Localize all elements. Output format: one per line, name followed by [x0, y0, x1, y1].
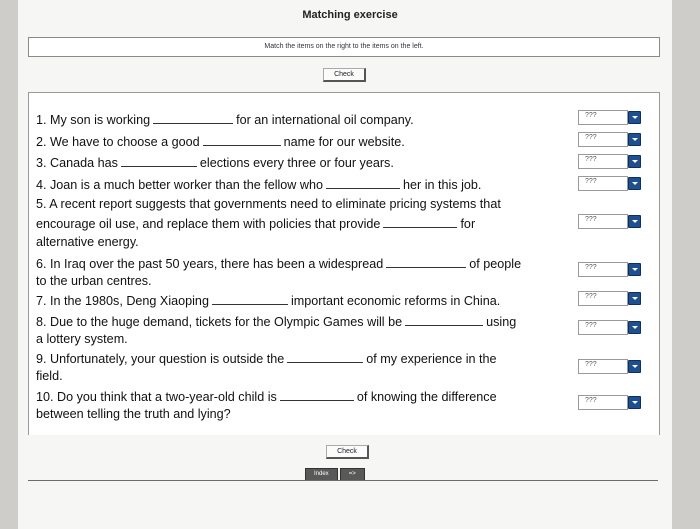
question-3: 3. Canada has elections every three or four years.	[36, 156, 394, 170]
question-5: 5. A recent report suggests that governments need to eliminate pricing systems that	[36, 197, 501, 211]
answer-dropdown-3[interactable]	[578, 154, 628, 169]
question-7: 7. In the 1980s, Deng Xiaoping important economic reforms in China.	[36, 294, 501, 308]
blank-4	[326, 177, 400, 189]
answer-dropdown-10[interactable]	[578, 395, 628, 410]
question-10: 10. Do you think that a two-year-old child is of knowing the difference	[36, 390, 497, 404]
question-8-line-2: a lottery system.	[36, 332, 128, 346]
check-button-bottom[interactable]: Check	[326, 445, 369, 459]
blank-3	[121, 155, 197, 167]
question-9-line-2: field.	[36, 369, 63, 383]
blank-10	[280, 389, 354, 401]
instructions-text: Match the items on the right to the items on the left.	[264, 43, 424, 50]
footer-nav	[305, 468, 365, 480]
chevron-down-icon[interactable]	[628, 396, 641, 409]
chevron-down-icon[interactable]	[628, 263, 641, 276]
answer-dropdown-2[interactable]	[578, 132, 628, 147]
question-4: 4. Joan is a much better worker than the fellow who her in this job.	[36, 178, 482, 192]
question-5-line-2: encourage oil use, and replace them with policies that provide for	[36, 217, 476, 231]
page-title: Matching exercise	[302, 9, 398, 21]
dropdown-value: ???	[585, 397, 597, 404]
chevron-down-icon[interactable]	[628, 133, 641, 146]
question-2: 2. We have to choose a good name for our website.	[36, 135, 405, 149]
answer-dropdown-4[interactable]	[578, 176, 628, 191]
answer-dropdown-7[interactable]	[578, 291, 628, 306]
answer-dropdown-9[interactable]	[578, 359, 628, 374]
chevron-down-icon[interactable]	[628, 360, 641, 373]
answer-dropdown-6[interactable]	[578, 262, 628, 277]
blank-9	[287, 351, 363, 363]
dropdown-value: ???	[585, 112, 597, 119]
dropdown-value: ???	[585, 322, 597, 329]
answer-dropdown-8[interactable]	[578, 320, 628, 335]
instructions-box	[28, 37, 660, 57]
chevron-down-icon[interactable]	[628, 177, 641, 190]
footer-divider	[28, 480, 658, 481]
blank-5	[383, 216, 457, 228]
chevron-down-icon[interactable]	[628, 155, 641, 168]
question-5-line-3: alternative energy.	[36, 235, 139, 249]
index-button[interactable]: Index	[305, 468, 338, 481]
chevron-down-icon[interactable]	[628, 111, 641, 124]
blank-8	[405, 314, 483, 326]
question-1: 1. My son is working for an international oil company.	[36, 113, 414, 127]
check-button-top[interactable]: Check	[323, 68, 366, 82]
question-10-line-2: between telling the truth and lying?	[36, 407, 231, 421]
dropdown-value: ???	[585, 293, 597, 300]
dropdown-value: ???	[585, 134, 597, 141]
answer-dropdown-1[interactable]	[578, 110, 628, 125]
chevron-down-icon[interactable]	[628, 321, 641, 334]
blank-6	[386, 256, 466, 268]
dropdown-value: ???	[585, 156, 597, 163]
question-6-line-2: to the urban centres.	[36, 274, 152, 288]
blank-2	[203, 134, 281, 146]
dropdown-value: ???	[585, 216, 597, 223]
answer-dropdown-5[interactable]	[578, 214, 628, 229]
question-9: 9. Unfortunately, your question is outside the of my experience in the	[36, 352, 497, 366]
dropdown-value: ???	[585, 178, 597, 185]
blank-7	[212, 293, 288, 305]
chevron-down-icon[interactable]	[628, 215, 641, 228]
next-button[interactable]: =>	[340, 468, 365, 481]
question-8: 8. Due to the huge demand, tickets for the Olympic Games will be using	[36, 315, 517, 329]
dropdown-value: ???	[585, 361, 597, 368]
question-6: 6. In Iraq over the past 50 years, there has been a widespread of people	[36, 257, 522, 271]
dropdown-value: ???	[585, 264, 597, 271]
blank-1	[153, 112, 233, 124]
chevron-down-icon[interactable]	[628, 292, 641, 305]
